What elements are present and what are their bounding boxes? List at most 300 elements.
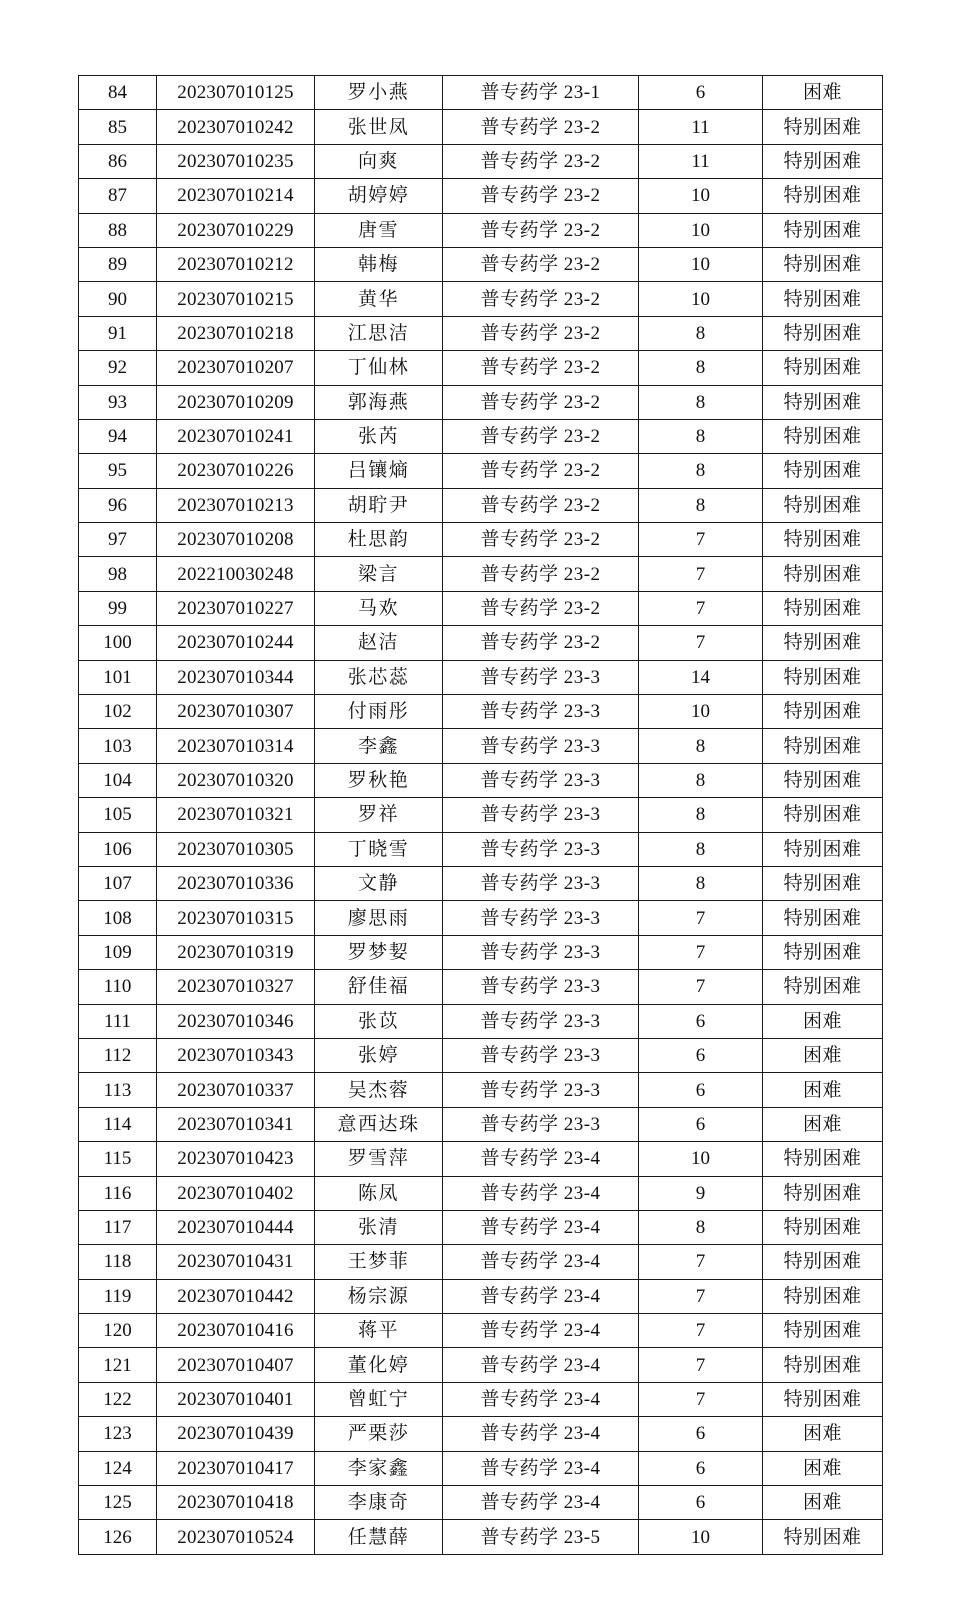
student-name: 吴杰蓉 bbox=[315, 1073, 443, 1107]
aid-level: 困难 bbox=[763, 1486, 883, 1520]
student-id: 202307010423 bbox=[157, 1142, 315, 1176]
student-id: 202307010321 bbox=[157, 798, 315, 832]
student-id: 202307010444 bbox=[157, 1210, 315, 1244]
table-row bbox=[79, 1348, 883, 1382]
table-row bbox=[79, 970, 883, 1004]
class-name: 普专药学 23-4 bbox=[443, 1486, 639, 1520]
row-index: 116 bbox=[79, 1176, 157, 1210]
score: 7 bbox=[639, 901, 763, 935]
score: 7 bbox=[639, 557, 763, 591]
score: 7 bbox=[639, 935, 763, 969]
aid-level: 特别困难 bbox=[763, 1279, 883, 1313]
score: 7 bbox=[639, 1279, 763, 1313]
row-index: 120 bbox=[79, 1314, 157, 1348]
aid-level: 特别困难 bbox=[763, 1245, 883, 1279]
class-name: 普专药学 23-2 bbox=[443, 419, 639, 453]
table-row bbox=[79, 523, 883, 557]
aid-level: 特别困难 bbox=[763, 626, 883, 660]
student-id: 202307010418 bbox=[157, 1486, 315, 1520]
row-index: 97 bbox=[79, 523, 157, 557]
table-row bbox=[79, 419, 883, 453]
student-id: 202307010244 bbox=[157, 626, 315, 660]
student-id: 202307010401 bbox=[157, 1382, 315, 1416]
row-index: 109 bbox=[79, 935, 157, 969]
row-index: 112 bbox=[79, 1038, 157, 1072]
aid-level: 特别困难 bbox=[763, 695, 883, 729]
class-name: 普专药学 23-2 bbox=[443, 110, 639, 144]
score: 10 bbox=[639, 247, 763, 281]
row-index: 89 bbox=[79, 247, 157, 281]
table-row bbox=[79, 1176, 883, 1210]
class-name: 普专药学 23-3 bbox=[443, 1107, 639, 1141]
student-id: 202307010207 bbox=[157, 351, 315, 385]
table-row bbox=[79, 660, 883, 694]
score: 6 bbox=[639, 1073, 763, 1107]
table-row bbox=[79, 1038, 883, 1072]
score: 6 bbox=[639, 1004, 763, 1038]
student-id: 202307010227 bbox=[157, 591, 315, 625]
aid-level: 特别困难 bbox=[763, 798, 883, 832]
student-id: 202307010307 bbox=[157, 695, 315, 729]
score: 8 bbox=[639, 316, 763, 350]
student-name: 向爽 bbox=[315, 144, 443, 178]
aid-level: 特别困难 bbox=[763, 454, 883, 488]
class-name: 普专药学 23-3 bbox=[443, 832, 639, 866]
aid-level: 特别困难 bbox=[763, 1210, 883, 1244]
aid-level: 特别困难 bbox=[763, 351, 883, 385]
table-row bbox=[79, 1107, 883, 1141]
score: 8 bbox=[639, 866, 763, 900]
row-index: 125 bbox=[79, 1486, 157, 1520]
table-row bbox=[79, 591, 883, 625]
score: 7 bbox=[639, 591, 763, 625]
table-row bbox=[79, 935, 883, 969]
row-index: 95 bbox=[79, 454, 157, 488]
class-name: 普专药学 23-2 bbox=[443, 523, 639, 557]
row-index: 119 bbox=[79, 1279, 157, 1313]
student-name: 文静 bbox=[315, 866, 443, 900]
aid-level: 特别困难 bbox=[763, 1176, 883, 1210]
student-name: 张苡 bbox=[315, 1004, 443, 1038]
class-name: 普专药学 23-4 bbox=[443, 1348, 639, 1382]
student-id: 202307010337 bbox=[157, 1073, 315, 1107]
table-row bbox=[79, 144, 883, 178]
row-index: 122 bbox=[79, 1382, 157, 1416]
aid-level: 特别困难 bbox=[763, 282, 883, 316]
table-row bbox=[79, 1417, 883, 1451]
aid-level: 特别困难 bbox=[763, 488, 883, 522]
class-name: 普专药学 23-3 bbox=[443, 901, 639, 935]
student-name: 任慧薛 bbox=[315, 1520, 443, 1554]
row-index: 113 bbox=[79, 1073, 157, 1107]
row-index: 90 bbox=[79, 282, 157, 316]
row-index: 88 bbox=[79, 213, 157, 247]
aid-level: 特别困难 bbox=[763, 144, 883, 178]
student-id: 202307010319 bbox=[157, 935, 315, 969]
student-id: 202307010343 bbox=[157, 1038, 315, 1072]
student-id: 202307010442 bbox=[157, 1279, 315, 1313]
student-name: 蒋平 bbox=[315, 1314, 443, 1348]
class-name: 普专药学 23-2 bbox=[443, 626, 639, 660]
aid-level: 特别困难 bbox=[763, 1142, 883, 1176]
aid-level: 特别困难 bbox=[763, 901, 883, 935]
student-name: 杜思韵 bbox=[315, 523, 443, 557]
student-id: 202307010242 bbox=[157, 110, 315, 144]
row-index: 126 bbox=[79, 1520, 157, 1554]
table-row bbox=[79, 1520, 883, 1554]
student-name: 曾虹宁 bbox=[315, 1382, 443, 1416]
student-name: 李家鑫 bbox=[315, 1451, 443, 1485]
score: 7 bbox=[639, 1245, 763, 1279]
class-name: 普专药学 23-3 bbox=[443, 729, 639, 763]
aid-level: 困难 bbox=[763, 1073, 883, 1107]
table-row bbox=[79, 1314, 883, 1348]
score: 8 bbox=[639, 729, 763, 763]
class-name: 普专药学 23-3 bbox=[443, 763, 639, 797]
score: 8 bbox=[639, 832, 763, 866]
student-id: 202307010235 bbox=[157, 144, 315, 178]
row-index: 104 bbox=[79, 763, 157, 797]
aid-level: 特别困难 bbox=[763, 419, 883, 453]
aid-level: 特别困难 bbox=[763, 179, 883, 213]
student-name: 陈凤 bbox=[315, 1176, 443, 1210]
table-row bbox=[79, 1451, 883, 1485]
student-name: 罗秋艳 bbox=[315, 763, 443, 797]
row-index: 108 bbox=[79, 901, 157, 935]
score: 6 bbox=[639, 1038, 763, 1072]
score: 8 bbox=[639, 488, 763, 522]
student-name: 意西达珠 bbox=[315, 1107, 443, 1141]
row-index: 107 bbox=[79, 866, 157, 900]
student-id: 202307010341 bbox=[157, 1107, 315, 1141]
row-index: 86 bbox=[79, 144, 157, 178]
row-index: 93 bbox=[79, 385, 157, 419]
table-row bbox=[79, 729, 883, 763]
roster-body bbox=[79, 76, 883, 1555]
class-name: 普专药学 23-2 bbox=[443, 557, 639, 591]
table-row bbox=[79, 832, 883, 866]
table-row bbox=[79, 316, 883, 350]
student-id: 202307010417 bbox=[157, 1451, 315, 1485]
score: 6 bbox=[639, 1486, 763, 1520]
student-id: 202307010327 bbox=[157, 970, 315, 1004]
table-row bbox=[79, 110, 883, 144]
class-name: 普专药学 23-3 bbox=[443, 1073, 639, 1107]
aid-level: 特别困难 bbox=[763, 557, 883, 591]
student-name: 王梦菲 bbox=[315, 1245, 443, 1279]
score: 8 bbox=[639, 763, 763, 797]
student-id: 202307010402 bbox=[157, 1176, 315, 1210]
class-name: 普专药学 23-2 bbox=[443, 247, 639, 281]
row-index: 117 bbox=[79, 1210, 157, 1244]
aid-level: 特别困难 bbox=[763, 832, 883, 866]
student-name: 罗小燕 bbox=[315, 76, 443, 110]
table-row bbox=[79, 1486, 883, 1520]
row-index: 87 bbox=[79, 179, 157, 213]
student-roster-table bbox=[78, 75, 883, 1555]
table-row bbox=[79, 1245, 883, 1279]
row-index: 114 bbox=[79, 1107, 157, 1141]
student-id: 202307010431 bbox=[157, 1245, 315, 1279]
score: 8 bbox=[639, 454, 763, 488]
score: 14 bbox=[639, 660, 763, 694]
aid-level: 特别困难 bbox=[763, 1382, 883, 1416]
score: 6 bbox=[639, 1417, 763, 1451]
row-index: 124 bbox=[79, 1451, 157, 1485]
table-row bbox=[79, 1142, 883, 1176]
class-name: 普专药学 23-2 bbox=[443, 282, 639, 316]
aid-level: 特别困难 bbox=[763, 1520, 883, 1554]
table-row bbox=[79, 798, 883, 832]
student-id: 202307010305 bbox=[157, 832, 315, 866]
student-name: 罗祥 bbox=[315, 798, 443, 832]
student-name: 张婷 bbox=[315, 1038, 443, 1072]
row-index: 118 bbox=[79, 1245, 157, 1279]
row-index: 84 bbox=[79, 76, 157, 110]
class-name: 普专药学 23-3 bbox=[443, 970, 639, 1004]
student-name: 廖思雨 bbox=[315, 901, 443, 935]
row-index: 110 bbox=[79, 970, 157, 1004]
row-index: 102 bbox=[79, 695, 157, 729]
aid-level: 特别困难 bbox=[763, 1348, 883, 1382]
aid-level: 特别困难 bbox=[763, 316, 883, 350]
student-name: 罗梦㛃 bbox=[315, 935, 443, 969]
row-index: 94 bbox=[79, 419, 157, 453]
score: 10 bbox=[639, 213, 763, 247]
student-name: 胡聍尹 bbox=[315, 488, 443, 522]
table-row bbox=[79, 1382, 883, 1416]
row-index: 98 bbox=[79, 557, 157, 591]
class-name: 普专药学 23-2 bbox=[443, 488, 639, 522]
aid-level: 特别困难 bbox=[763, 866, 883, 900]
class-name: 普专药学 23-4 bbox=[443, 1417, 639, 1451]
score: 11 bbox=[639, 144, 763, 178]
table-row bbox=[79, 1004, 883, 1038]
score: 7 bbox=[639, 626, 763, 660]
class-name: 普专药学 23-3 bbox=[443, 695, 639, 729]
class-name: 普专药学 23-4 bbox=[443, 1314, 639, 1348]
row-index: 91 bbox=[79, 316, 157, 350]
class-name: 普专药学 23-2 bbox=[443, 179, 639, 213]
student-name: 丁仙林 bbox=[315, 351, 443, 385]
class-name: 普专药学 23-2 bbox=[443, 351, 639, 385]
aid-level: 特别困难 bbox=[763, 729, 883, 763]
aid-level: 特别困难 bbox=[763, 385, 883, 419]
score: 10 bbox=[639, 695, 763, 729]
aid-level: 特别困难 bbox=[763, 1314, 883, 1348]
student-name: 杨宗源 bbox=[315, 1279, 443, 1313]
class-name: 普专药学 23-4 bbox=[443, 1451, 639, 1485]
table-row bbox=[79, 866, 883, 900]
student-name: 董化婷 bbox=[315, 1348, 443, 1382]
table-row bbox=[79, 1279, 883, 1313]
table-row bbox=[79, 1073, 883, 1107]
student-id: 202307010346 bbox=[157, 1004, 315, 1038]
row-index: 103 bbox=[79, 729, 157, 763]
table-row bbox=[79, 763, 883, 797]
score: 7 bbox=[639, 1382, 763, 1416]
class-name: 普专药学 23-2 bbox=[443, 316, 639, 350]
score: 8 bbox=[639, 385, 763, 419]
row-index: 92 bbox=[79, 351, 157, 385]
class-name: 普专药学 23-3 bbox=[443, 660, 639, 694]
row-index: 121 bbox=[79, 1348, 157, 1382]
score: 10 bbox=[639, 1142, 763, 1176]
aid-level: 困难 bbox=[763, 1107, 883, 1141]
score: 7 bbox=[639, 970, 763, 1004]
aid-level: 特别困难 bbox=[763, 935, 883, 969]
student-id: 202307010524 bbox=[157, 1520, 315, 1554]
student-id: 202307010226 bbox=[157, 454, 315, 488]
class-name: 普专药学 23-3 bbox=[443, 866, 639, 900]
class-name: 普专药学 23-4 bbox=[443, 1382, 639, 1416]
aid-level: 困难 bbox=[763, 1038, 883, 1072]
row-index: 105 bbox=[79, 798, 157, 832]
score: 10 bbox=[639, 282, 763, 316]
student-name: 张芯蕊 bbox=[315, 660, 443, 694]
class-name: 普专药学 23-3 bbox=[443, 1038, 639, 1072]
aid-level: 特别困难 bbox=[763, 247, 883, 281]
row-index: 106 bbox=[79, 832, 157, 866]
student-name: 严栗莎 bbox=[315, 1417, 443, 1451]
score: 9 bbox=[639, 1176, 763, 1210]
student-id: 202307010315 bbox=[157, 901, 315, 935]
student-name: 吕镶熵 bbox=[315, 454, 443, 488]
student-id: 202307010218 bbox=[157, 316, 315, 350]
student-id: 202210030248 bbox=[157, 557, 315, 591]
student-id: 202307010416 bbox=[157, 1314, 315, 1348]
student-name: 郭海燕 bbox=[315, 385, 443, 419]
aid-level: 特别困难 bbox=[763, 591, 883, 625]
class-name: 普专药学 23-3 bbox=[443, 935, 639, 969]
class-name: 普专药学 23-4 bbox=[443, 1245, 639, 1279]
aid-level: 特别困难 bbox=[763, 763, 883, 797]
score: 11 bbox=[639, 110, 763, 144]
table-row bbox=[79, 695, 883, 729]
row-index: 115 bbox=[79, 1142, 157, 1176]
score: 7 bbox=[639, 523, 763, 557]
student-name: 舒佳福 bbox=[315, 970, 443, 1004]
student-id: 202307010215 bbox=[157, 282, 315, 316]
score: 8 bbox=[639, 351, 763, 385]
student-name: 丁晓雪 bbox=[315, 832, 443, 866]
student-name: 马欢 bbox=[315, 591, 443, 625]
class-name: 普专药学 23-4 bbox=[443, 1176, 639, 1210]
class-name: 普专药学 23-4 bbox=[443, 1210, 639, 1244]
aid-level: 困难 bbox=[763, 1004, 883, 1038]
score: 6 bbox=[639, 1451, 763, 1485]
score: 8 bbox=[639, 1210, 763, 1244]
student-name: 黄华 bbox=[315, 282, 443, 316]
class-name: 普专药学 23-4 bbox=[443, 1279, 639, 1313]
student-name: 付雨彤 bbox=[315, 695, 443, 729]
student-name: 张芮 bbox=[315, 419, 443, 453]
student-id: 202307010125 bbox=[157, 76, 315, 110]
student-name: 唐雪 bbox=[315, 213, 443, 247]
row-index: 123 bbox=[79, 1417, 157, 1451]
student-name: 韩梅 bbox=[315, 247, 443, 281]
aid-level: 特别困难 bbox=[763, 110, 883, 144]
student-id: 202307010212 bbox=[157, 247, 315, 281]
table-row bbox=[79, 626, 883, 660]
class-name: 普专药学 23-3 bbox=[443, 1004, 639, 1038]
table-row bbox=[79, 901, 883, 935]
student-name: 张世凤 bbox=[315, 110, 443, 144]
score: 8 bbox=[639, 798, 763, 832]
score: 8 bbox=[639, 419, 763, 453]
score: 7 bbox=[639, 1348, 763, 1382]
student-name: 李鑫 bbox=[315, 729, 443, 763]
student-name: 赵洁 bbox=[315, 626, 443, 660]
aid-level: 特别困难 bbox=[763, 970, 883, 1004]
student-id: 202307010407 bbox=[157, 1348, 315, 1382]
class-name: 普专药学 23-5 bbox=[443, 1520, 639, 1554]
table-row bbox=[79, 179, 883, 213]
table-row bbox=[79, 557, 883, 591]
row-index: 111 bbox=[79, 1004, 157, 1038]
student-id: 202307010336 bbox=[157, 866, 315, 900]
table-row bbox=[79, 247, 883, 281]
aid-level: 困难 bbox=[763, 76, 883, 110]
student-id: 202307010320 bbox=[157, 763, 315, 797]
class-name: 普专药学 23-2 bbox=[443, 454, 639, 488]
student-name: 罗雪萍 bbox=[315, 1142, 443, 1176]
row-index: 100 bbox=[79, 626, 157, 660]
aid-level: 特别困难 bbox=[763, 523, 883, 557]
aid-level: 特别困难 bbox=[763, 660, 883, 694]
table-row bbox=[79, 213, 883, 247]
aid-level: 特别困难 bbox=[763, 213, 883, 247]
table-row bbox=[79, 1210, 883, 1244]
student-name: 胡婷婷 bbox=[315, 179, 443, 213]
aid-level: 困难 bbox=[763, 1417, 883, 1451]
table-row bbox=[79, 351, 883, 385]
student-name: 李康奇 bbox=[315, 1486, 443, 1520]
class-name: 普专药学 23-2 bbox=[443, 144, 639, 178]
score: 7 bbox=[639, 1314, 763, 1348]
class-name: 普专药学 23-2 bbox=[443, 213, 639, 247]
student-id: 202307010241 bbox=[157, 419, 315, 453]
class-name: 普专药学 23-2 bbox=[443, 385, 639, 419]
table-row bbox=[79, 385, 883, 419]
student-name: 梁言 bbox=[315, 557, 443, 591]
score: 10 bbox=[639, 1520, 763, 1554]
student-id: 202307010344 bbox=[157, 660, 315, 694]
score: 6 bbox=[639, 76, 763, 110]
row-index: 96 bbox=[79, 488, 157, 522]
student-id: 202307010229 bbox=[157, 213, 315, 247]
student-id: 202307010208 bbox=[157, 523, 315, 557]
aid-level: 困难 bbox=[763, 1451, 883, 1485]
score: 6 bbox=[639, 1107, 763, 1141]
student-id: 202307010314 bbox=[157, 729, 315, 763]
student-id: 202307010439 bbox=[157, 1417, 315, 1451]
score: 10 bbox=[639, 179, 763, 213]
table-row bbox=[79, 454, 883, 488]
table-row bbox=[79, 76, 883, 110]
class-name: 普专药学 23-2 bbox=[443, 591, 639, 625]
student-id: 202307010209 bbox=[157, 385, 315, 419]
row-index: 85 bbox=[79, 110, 157, 144]
row-index: 99 bbox=[79, 591, 157, 625]
class-name: 普专药学 23-4 bbox=[443, 1142, 639, 1176]
class-name: 普专药学 23-3 bbox=[443, 798, 639, 832]
table-row bbox=[79, 488, 883, 522]
student-name: 张清 bbox=[315, 1210, 443, 1244]
table-row bbox=[79, 282, 883, 316]
class-name: 普专药学 23-1 bbox=[443, 76, 639, 110]
row-index: 101 bbox=[79, 660, 157, 694]
